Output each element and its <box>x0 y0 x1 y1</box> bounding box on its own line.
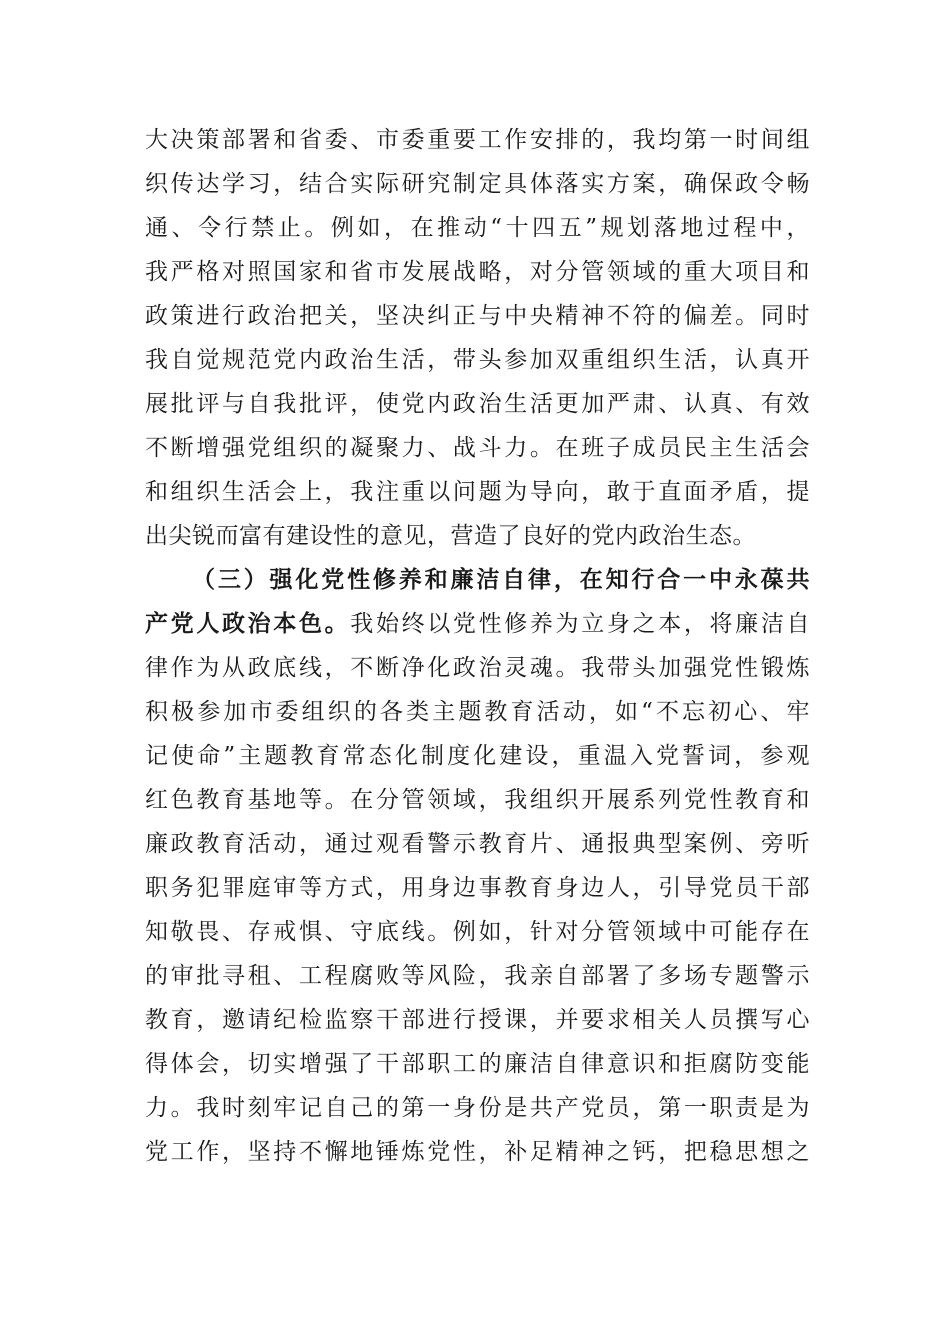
body-text-run: 我始终以党性修养为立身之本，将廉洁自 <box>350 611 811 637</box>
body-text-line: 得体会，切实增强了干部职工的廉洁自律意识和拒腐防变能 <box>145 1051 810 1077</box>
section-heading-line: （三）强化党性修养和廉洁自律，在知行合一中永葆共 <box>192 566 810 593</box>
body-text-line: 知敬畏、存戒惧、守底线。例如，针对分管领域中可能存在 <box>145 919 810 945</box>
body-text-line: 政策进行政治把关，坚决纠正与中央精神不符的偏差。同时 <box>145 303 810 329</box>
body-text-line: 和组织生活会上，我注重以问题为导向，敢于直面矛盾，提 <box>145 479 810 505</box>
body-text-line: 廉政教育活动，通过观看警示教育片、通报典型案例、旁听 <box>145 831 810 857</box>
body-text-line: 的审批寻租、工程腐败等风险，我亲自部署了多场专题警示 <box>145 963 810 989</box>
body-text-line: 积极参加市委组织的各类主题教育活动，如“不忘初心、牢 <box>145 699 810 725</box>
section-heading-continuation-line <box>145 604 810 644</box>
body-text-line: 力。我时刻牢记自己的第一身份是共产党员，第一职责是为 <box>145 1095 810 1121</box>
body-text-line: 红色教育基地等。在分管领域，我组织开展系列党性教育和 <box>145 787 810 813</box>
body-text-line: 大决策部署和省委、市委重要工作安排的，我均第一时间组 <box>145 127 810 153</box>
body-text-line: 织传达学习，结合实际研究制定具体落实方案，确保政令畅 <box>145 171 810 197</box>
body-text-line: 党工作，坚持不懈地锤炼党性，补足精神之钙，把稳思想之 <box>145 1139 810 1165</box>
section-heading-tail: 产党人政治本色。 <box>145 610 351 637</box>
body-text-line: 职务犯罪庭审等方式，用身边事教育身边人，引导党员干部 <box>145 875 810 901</box>
body-text-line: 我严格对照国家和省市发展战略，对分管领域的重大项目和 <box>145 259 810 285</box>
body-text-line: 我自觉规范党内政治生活，带头参加双重组织生活，认真开 <box>145 347 810 373</box>
body-text-line: 律作为从政底线，不断净化政治灵魂。我带头加强党性锻炼 <box>145 655 810 681</box>
body-text-line: 出尖锐而富有建设性的意见，营造了良好的党内政治生态。 <box>145 523 756 549</box>
body-text-line: 通、令行禁止。例如，在推动“十四五”规划落地过程中， <box>145 215 810 241</box>
body-text-line: 教育，邀请纪检监察干部进行授课，并要求相关人员撰写心 <box>145 1007 810 1033</box>
body-text-line: 记使命”主题教育常态化制度化建设，重温入党誓词，参观 <box>145 743 810 769</box>
body-text-line: 展批评与自我批评，使党内政治生活更加严肃、认真、有效 <box>145 391 810 417</box>
body-text-line: 不断增强党组织的凝聚力、战斗力。在班子成员民主生活会 <box>145 435 810 461</box>
